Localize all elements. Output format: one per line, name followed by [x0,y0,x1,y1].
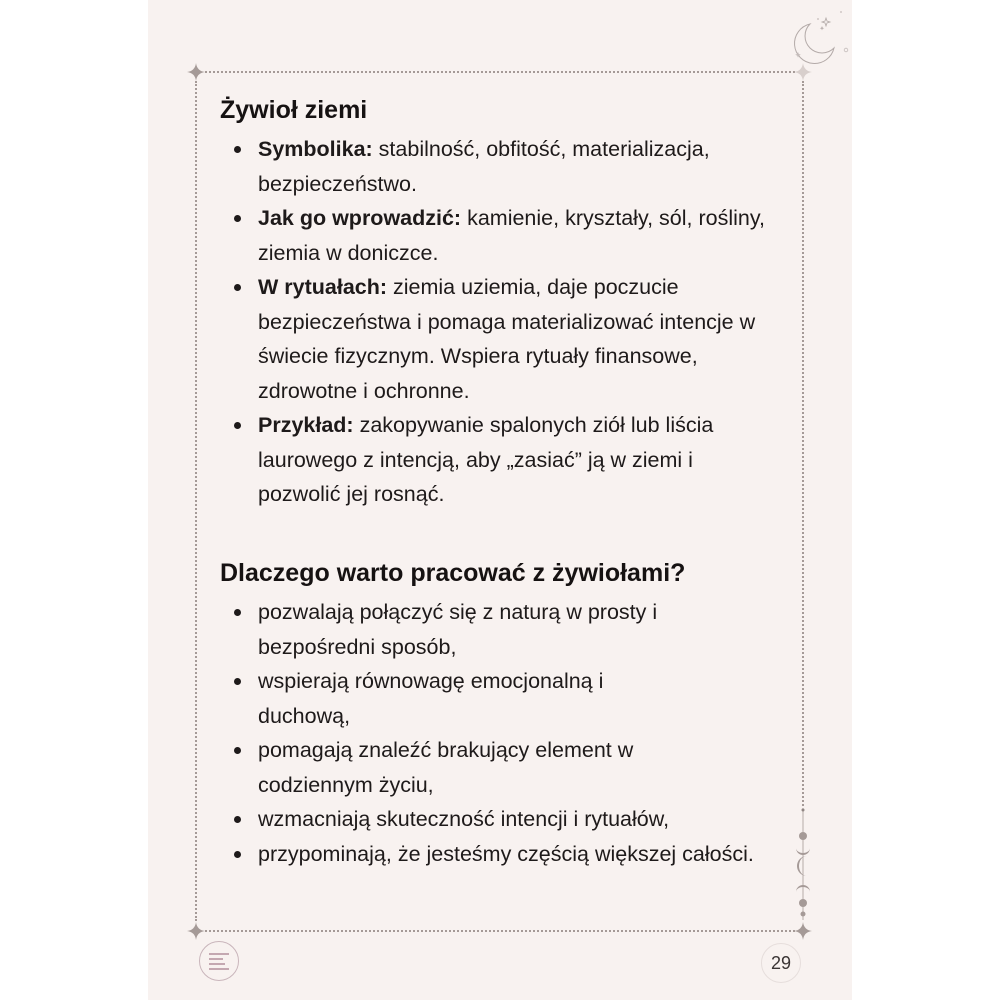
item-text: stabilność, obfitość, materializacja, bezpieczeństwo. [258,137,710,196]
bullet-icon [234,215,241,222]
frame-right-border [802,81,804,806]
bullet-icon [234,422,241,429]
list-item [220,270,790,408]
section-heading: Dlaczego warto pracować z żywiołami? [220,559,686,587]
corner-star-icon [187,63,205,81]
item-text: pomagają znaleźć brakujący element w codziennym życiu, [258,738,634,797]
item-text: kamienie, kryształy, sól, rośliny, ziemia w doniczce. [258,206,765,265]
item-text: zakopywanie spalonych ziół lub liścia laurowego z intencją, aby „zasiać” ją w ziemi i pozwolić jej rosnąć. [258,413,714,506]
frame-left-border [195,81,197,921]
bullet-icon [234,284,241,291]
item-text: ziemia uziemia, daje poczucie bezpieczeństwa i pomaga materializować intencje w świecie fizycznym. Wspiera rytuały finansowe, zdrowotne i ochronne. [258,275,756,403]
item-label: Jak go wprowadzić: [258,206,462,230]
item-label: Symbolika: [258,137,373,161]
page-number: 29 [761,943,801,983]
bullet-icon [234,816,241,823]
item-label: Przykład: [258,413,354,437]
bullet-icon [234,747,241,754]
bullet-icon [234,609,241,616]
item-text: wzmacniają skuteczność intencji i rytuałów, [258,807,670,831]
section-why-elements [220,555,790,871]
list-item [220,664,688,733]
section-earth-element [220,92,790,512]
bullet-icon [234,678,241,685]
section-heading: Żywioł ziemi [220,96,368,124]
list-item [220,802,790,837]
bullet-icon [234,146,241,153]
list-item [220,733,698,802]
item-text: pozwalają połączyć się z naturą w prosty i bezpośredni sposób, [258,600,658,659]
moon-phases-icon [792,808,814,926]
list-item [220,132,790,201]
menu-lines-icon[interactable] [199,941,239,981]
bullet-icon [234,851,241,858]
item-text: przypominają, że jesteśmy częścią większej całości. [258,841,754,866]
frame-bottom-border [205,930,795,932]
frame-top-border [205,71,795,73]
list-item [220,837,790,872]
list-item [220,201,790,270]
item-label: W rytuałach: [258,275,388,299]
earth-list [220,132,790,512]
why-list [220,595,790,871]
item-text: wspierają równowagę emocjonalną i duchową, [258,669,604,728]
crescent-moon-icon [776,4,856,74]
list-item [220,595,698,664]
corner-star-icon [187,922,205,940]
list-item [220,408,773,512]
